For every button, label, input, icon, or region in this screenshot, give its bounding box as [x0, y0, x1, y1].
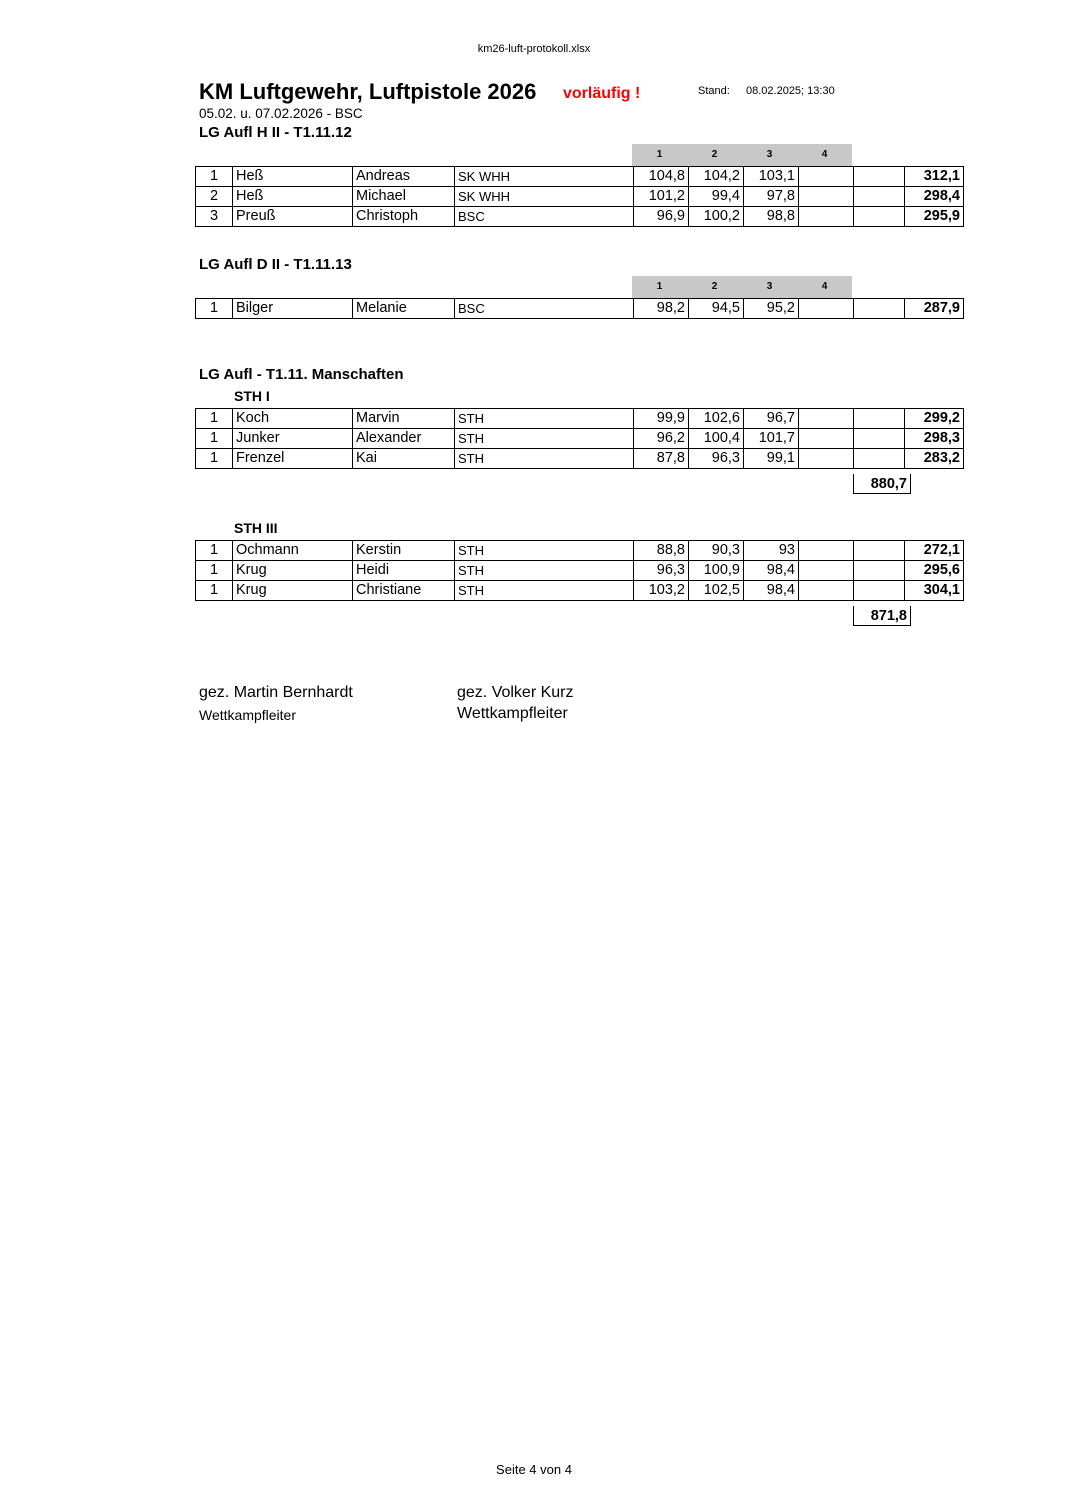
total-cell: 312,1 — [905, 167, 964, 187]
column-header: 3 — [766, 149, 773, 160]
first-name-cell: Kerstin — [353, 541, 455, 561]
signature-name: gez. Volker Kurz — [457, 684, 574, 701]
score-4-cell — [799, 541, 854, 561]
score-1-cell: 96,3 — [634, 561, 689, 581]
last-name-cell: Preuß — [233, 207, 353, 227]
results-table — [195, 166, 964, 227]
spacer-cell — [854, 541, 905, 561]
score-2-cell: 90,3 — [689, 541, 744, 561]
team-total: 871,8 — [853, 606, 911, 626]
first-name-cell: Christoph — [353, 207, 455, 227]
score-3-cell: 103,1 — [744, 167, 799, 187]
last-name-cell: Junker — [233, 429, 353, 449]
score-2-cell: 100,9 — [689, 561, 744, 581]
score-4-cell — [799, 167, 854, 187]
last-name-cell: Koch — [233, 409, 353, 429]
rank-cell: 1 — [196, 299, 233, 319]
rank-cell: 1 — [196, 449, 233, 469]
total-cell: 283,2 — [905, 449, 964, 469]
table-row — [196, 167, 964, 187]
column-header: 1 — [656, 149, 663, 160]
score-3-cell: 98,4 — [744, 581, 799, 601]
score-4-cell — [799, 187, 854, 207]
club-cell: STH — [455, 409, 634, 429]
score-1-cell: 96,2 — [634, 429, 689, 449]
score-1-cell: 98,2 — [634, 299, 689, 319]
column-header: 1 — [656, 281, 663, 292]
club-cell: STH — [455, 561, 634, 581]
total-cell: 298,4 — [905, 187, 964, 207]
last-name-cell: Frenzel — [233, 449, 353, 469]
signature-role: Wettkampfleiter — [457, 705, 568, 722]
first-name-cell: Christiane — [353, 581, 455, 601]
score-column-header — [632, 276, 852, 298]
total-cell: 304,1 — [905, 581, 964, 601]
first-name-cell: Alexander — [353, 429, 455, 449]
score-2-cell: 96,3 — [689, 449, 744, 469]
total-cell: 298,3 — [905, 429, 964, 449]
total-cell: 295,6 — [905, 561, 964, 581]
table-row — [196, 299, 964, 319]
total-cell: 287,9 — [905, 299, 964, 319]
score-3-cell: 98,4 — [744, 561, 799, 581]
club-cell: STH — [455, 429, 634, 449]
table-row — [196, 207, 964, 227]
column-header: 3 — [766, 281, 773, 292]
score-4-cell — [799, 299, 854, 319]
stand-label: Stand: — [698, 85, 730, 97]
spacer-cell — [854, 409, 905, 429]
first-name-cell: Michael — [353, 187, 455, 207]
rank-cell: 1 — [196, 541, 233, 561]
score-2-cell: 102,5 — [689, 581, 744, 601]
spacer-cell — [854, 207, 905, 227]
spacer-cell — [854, 449, 905, 469]
rank-cell: 1 — [196, 167, 233, 187]
section-title: LG Aufl D II - T1.11.13 — [199, 256, 352, 273]
club-cell: SK WHH — [455, 187, 634, 207]
table-row — [196, 541, 964, 561]
last-name-cell: Heß — [233, 187, 353, 207]
score-2-cell: 100,2 — [689, 207, 744, 227]
team-results-table — [195, 540, 964, 601]
rank-cell: 3 — [196, 207, 233, 227]
score-3-cell: 95,2 — [744, 299, 799, 319]
table-row — [196, 187, 964, 207]
score-1-cell: 99,9 — [634, 409, 689, 429]
score-3-cell: 99,1 — [744, 449, 799, 469]
club-cell: STH — [455, 581, 634, 601]
first-name-cell: Andreas — [353, 167, 455, 187]
last-name-cell: Bilger — [233, 299, 353, 319]
page-title: KM Luftgewehr, Luftpistole 2026 — [199, 79, 537, 104]
club-cell: BSC — [455, 207, 634, 227]
total-cell: 272,1 — [905, 541, 964, 561]
column-header: 2 — [711, 281, 718, 292]
column-header: 4 — [821, 149, 828, 160]
first-name-cell: Marvin — [353, 409, 455, 429]
last-name-cell: Heß — [233, 167, 353, 187]
score-4-cell — [799, 449, 854, 469]
signature-name: gez. Martin Bernhardt — [199, 684, 353, 701]
section-title: LG Aufl H II - T1.11.12 — [199, 124, 352, 141]
score-1-cell: 87,8 — [634, 449, 689, 469]
score-2-cell: 94,5 — [689, 299, 744, 319]
section-title: LG Aufl - T1.11. Manschaften — [199, 366, 404, 383]
rank-cell: 1 — [196, 429, 233, 449]
page-number: Seite 4 von 4 — [496, 1462, 572, 1477]
spacer-cell — [854, 167, 905, 187]
table-row — [196, 561, 964, 581]
last-name-cell: Krug — [233, 581, 353, 601]
score-4-cell — [799, 429, 854, 449]
club-cell: STH — [455, 449, 634, 469]
rank-cell: 2 — [196, 187, 233, 207]
club-cell: SK WHH — [455, 167, 634, 187]
score-4-cell — [799, 561, 854, 581]
score-1-cell: 96,9 — [634, 207, 689, 227]
first-name-cell: Melanie — [353, 299, 455, 319]
first-name-cell: Heidi — [353, 561, 455, 581]
table-row — [196, 449, 964, 469]
table-row — [196, 429, 964, 449]
score-2-cell: 102,6 — [689, 409, 744, 429]
team-total: 880,7 — [853, 474, 911, 494]
file-name: km26-luft-protokoll.xlsx — [477, 43, 591, 55]
score-2-cell: 104,2 — [689, 167, 744, 187]
preliminary-badge: vorläufig ! — [563, 85, 641, 102]
table-row — [196, 409, 964, 429]
first-name-cell: Kai — [353, 449, 455, 469]
score-4-cell — [799, 581, 854, 601]
rank-cell: 1 — [196, 581, 233, 601]
event-dates: 05.02. u. 07.02.2026 - BSC — [199, 106, 363, 121]
spacer-cell — [854, 429, 905, 449]
results-table — [195, 298, 964, 319]
club-cell: BSC — [455, 299, 634, 319]
signature-role: Wettkampfleiter — [199, 707, 296, 723]
spacer-cell — [854, 561, 905, 581]
score-3-cell: 101,7 — [744, 429, 799, 449]
score-4-cell — [799, 207, 854, 227]
score-column-header — [632, 144, 852, 166]
club-cell: STH — [455, 541, 634, 561]
column-header: 2 — [711, 149, 718, 160]
column-header: 4 — [821, 281, 828, 292]
score-1-cell: 101,2 — [634, 187, 689, 207]
rank-cell: 1 — [196, 561, 233, 581]
score-3-cell: 96,7 — [744, 409, 799, 429]
total-cell: 299,2 — [905, 409, 964, 429]
score-3-cell: 93 — [744, 541, 799, 561]
score-3-cell: 97,8 — [744, 187, 799, 207]
score-1-cell: 88,8 — [634, 541, 689, 561]
team-results-table — [195, 408, 964, 469]
last-name-cell: Ochmann — [233, 541, 353, 561]
team-title: STH I — [234, 388, 270, 404]
score-1-cell: 104,8 — [634, 167, 689, 187]
score-2-cell: 99,4 — [689, 187, 744, 207]
spacer-cell — [854, 187, 905, 207]
score-3-cell: 98,8 — [744, 207, 799, 227]
last-name-cell: Krug — [233, 561, 353, 581]
team-title: STH III — [234, 520, 278, 536]
spacer-cell — [854, 299, 905, 319]
stand-value: 08.02.2025; 13:30 — [746, 85, 835, 97]
score-1-cell: 103,2 — [634, 581, 689, 601]
spacer-cell — [854, 581, 905, 601]
score-4-cell — [799, 409, 854, 429]
score-2-cell: 100,4 — [689, 429, 744, 449]
rank-cell: 1 — [196, 409, 233, 429]
total-cell: 295,9 — [905, 207, 964, 227]
table-row — [196, 581, 964, 601]
